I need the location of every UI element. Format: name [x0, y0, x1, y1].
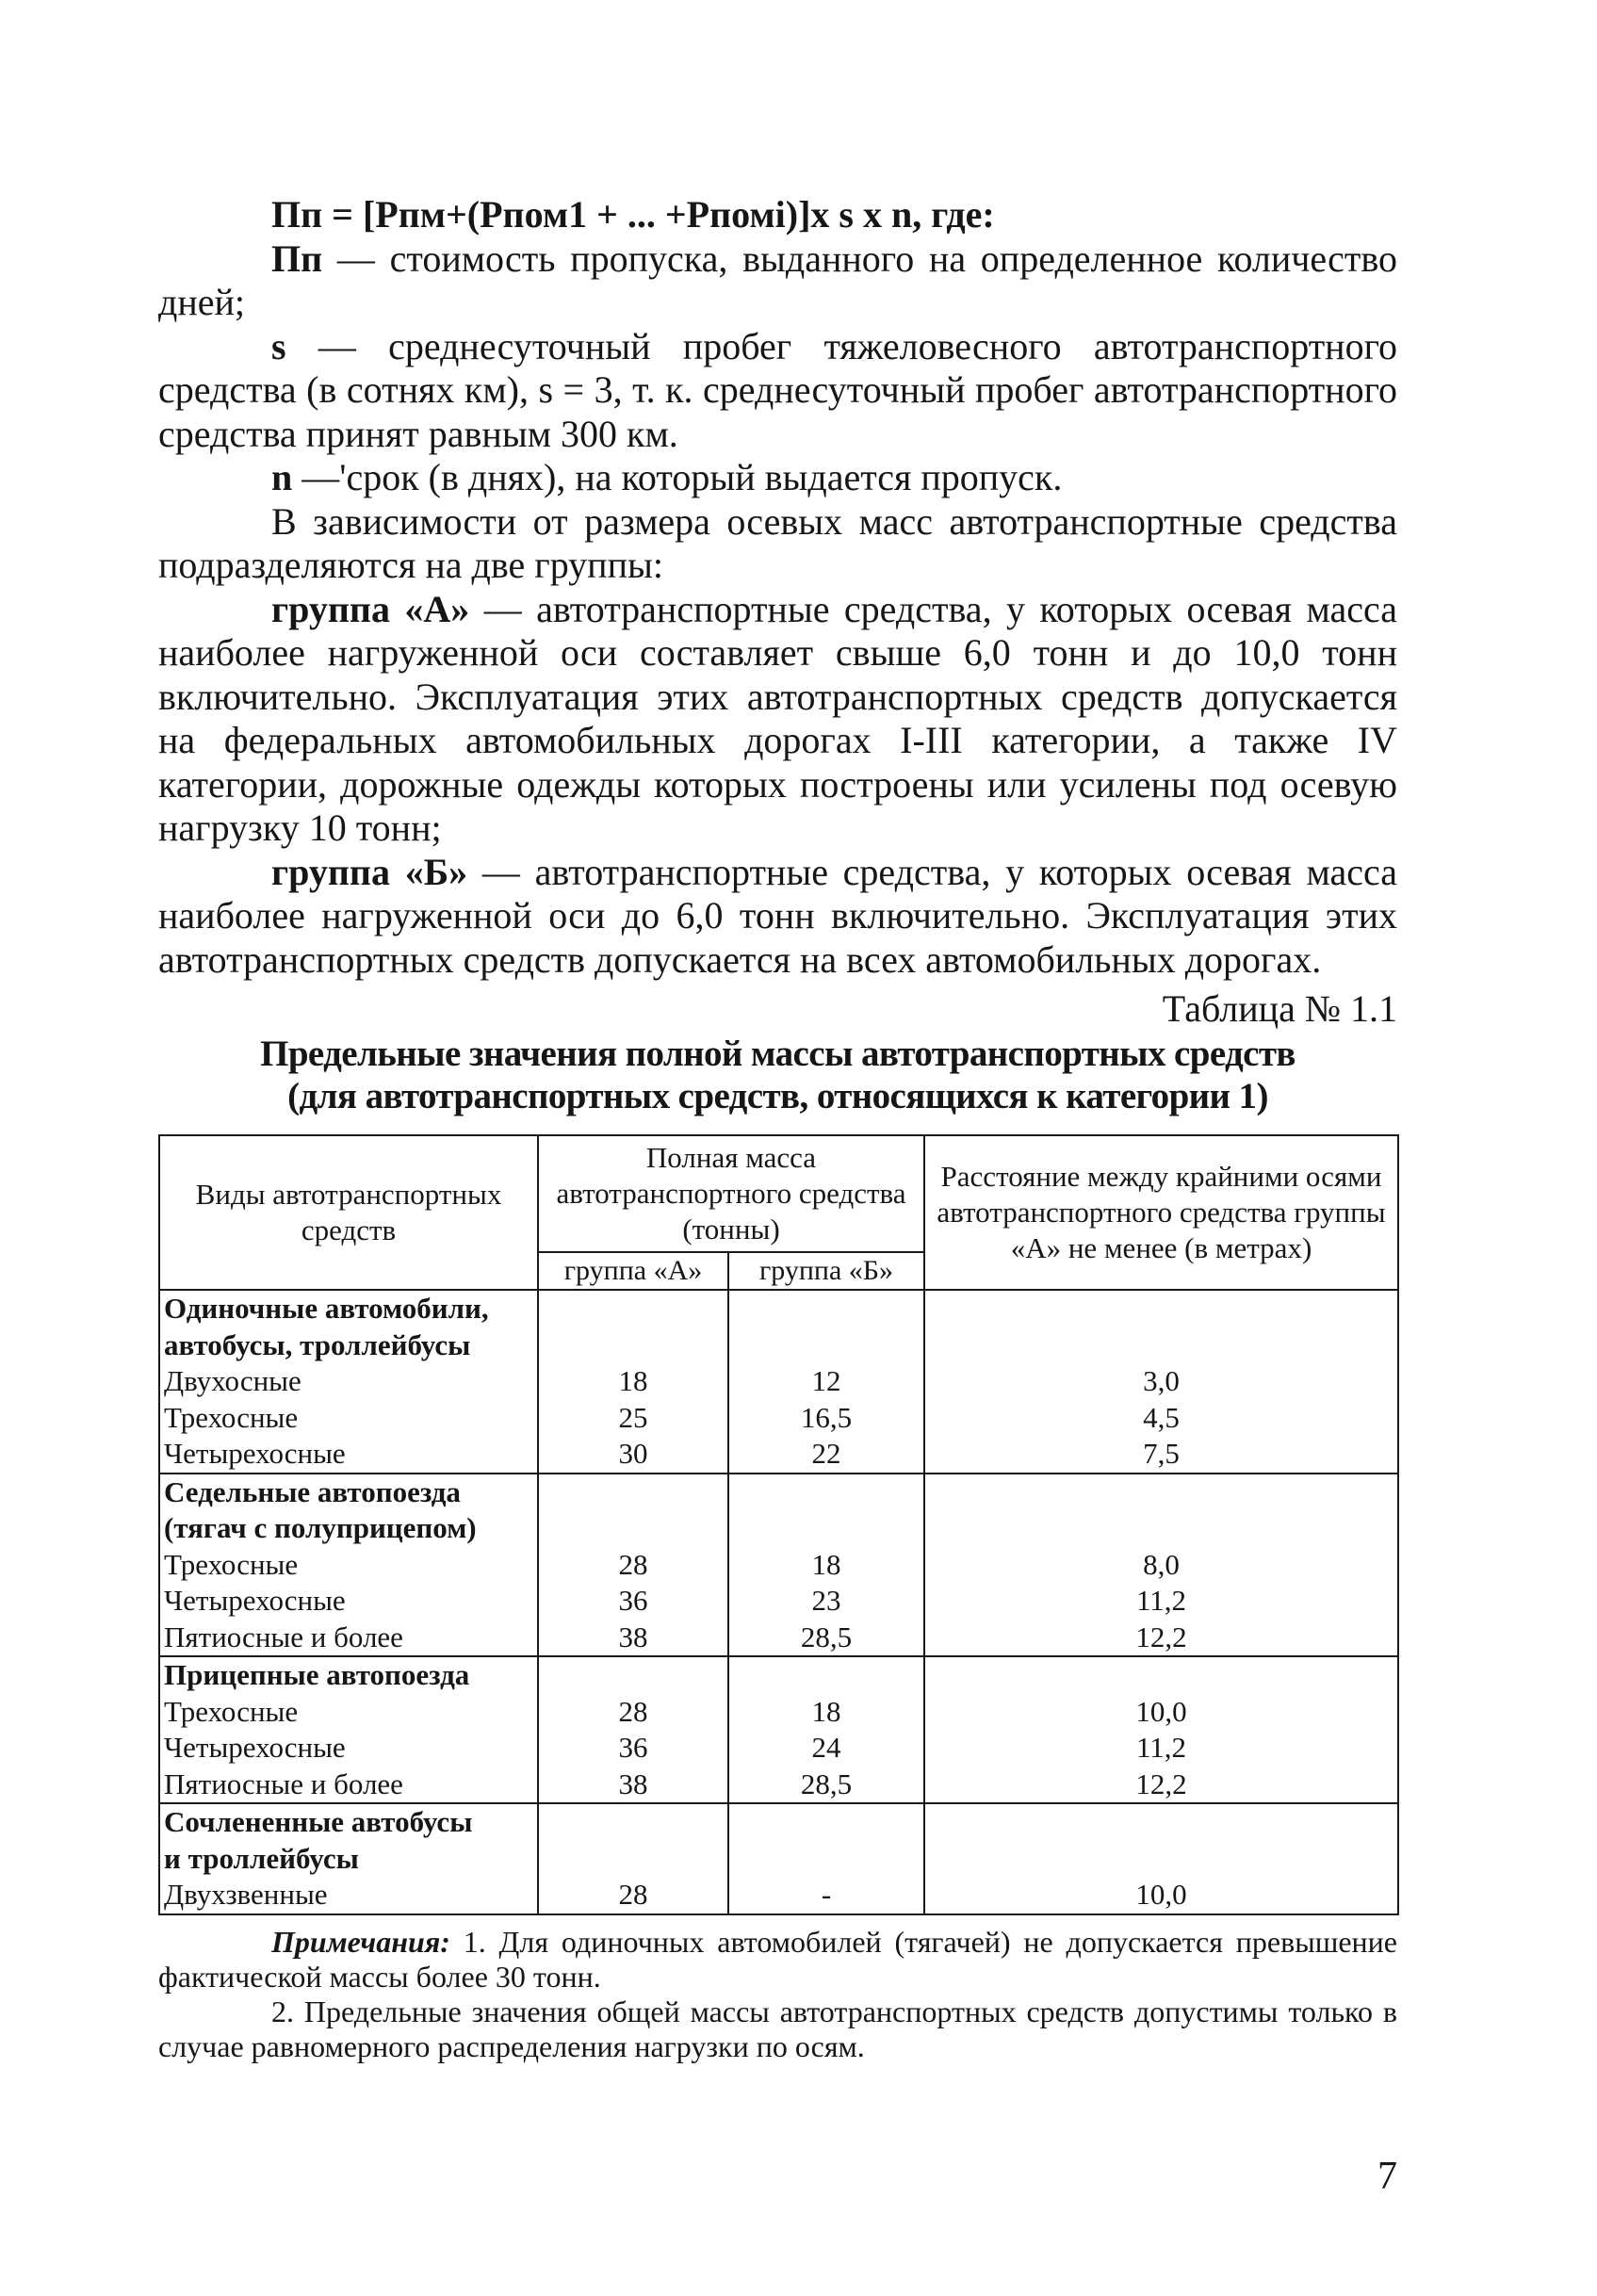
row-value-b: 28,5: [800, 1767, 853, 1800]
table-notes: [158, 1925, 1397, 2064]
group-cell-kinds: [159, 1474, 538, 1657]
row-value-b: 22: [811, 1437, 841, 1470]
document-page: [158, 193, 1397, 2064]
row-value-b: 18: [811, 1547, 841, 1581]
paragraph-pp: [158, 237, 1397, 325]
table-group-row: [159, 1290, 1398, 1474]
term-n: n: [271, 456, 293, 498]
header-kinds: Виды автотранспортных средств: [159, 1135, 538, 1290]
group-title-line: и троллейбусы: [164, 1841, 359, 1875]
group-title-line: автобусы, троллейбусы: [164, 1327, 471, 1361]
row-kind: Двухосные: [164, 1364, 301, 1397]
row-value-b: 16,5: [800, 1400, 853, 1434]
group-cell-distance: [924, 1474, 1398, 1657]
row-value-distance: 4,5: [1143, 1400, 1180, 1434]
header-group-b: группа «Б»: [728, 1252, 924, 1290]
paragraph-group-b: [158, 851, 1397, 983]
table-group-row: [159, 1803, 1398, 1914]
term-group-a: группа «А»: [271, 587, 470, 630]
text-n: —'срок (в днях), на который выдается пропуск.: [292, 456, 1063, 498]
group-title-line: Одиночные автомобили,: [164, 1292, 489, 1325]
mass-limits-table: [158, 1134, 1399, 1915]
page-number: 7: [1377, 2155, 1397, 2198]
group-cell-kinds: [159, 1290, 538, 1474]
text-s: — среднесуточный пробег тяжеловесного автотранспортного средства (в сотнях км), s = 3, т. к. среднесуточный пробег автотранспортного средства принят равным 300 км.: [158, 324, 1397, 455]
row-value-distance: 12,2: [1135, 1767, 1187, 1800]
row-value-distance: 11,2: [1135, 1731, 1187, 1764]
row-value-a: 28: [618, 1547, 648, 1581]
row-kind: Трехосные: [164, 1400, 299, 1434]
group-title-line: Прицепные автопоезда: [164, 1658, 470, 1691]
group-title-line: (тягач с полуприцепом): [164, 1511, 477, 1544]
group-cell-a: [538, 1290, 728, 1474]
row-value-distance: 10,0: [1135, 1878, 1187, 1911]
row-value-distance: 8,0: [1143, 1547, 1180, 1581]
group-cell-b: [728, 1803, 924, 1914]
row-value-b: 18: [811, 1694, 841, 1728]
table-title: [158, 1033, 1397, 1117]
group-title-line: Сочлененные автобусы: [164, 1805, 473, 1838]
row-value-b: -: [821, 1878, 832, 1911]
note-1-text: 1. Для одиночных автомобилей (тягачей) не допускается превышение фактической массы более 30 тонн.: [158, 1924, 1397, 1994]
row-kind: Четырехосные: [164, 1731, 346, 1764]
term-group-b: группа «Б»: [271, 850, 468, 893]
group-cell-b: [728, 1474, 924, 1657]
paragraph-n: [158, 456, 1397, 500]
row-value-distance: 7,5: [1143, 1437, 1180, 1470]
row-value-distance: 11,2: [1135, 1584, 1187, 1617]
row-value-a: 36: [618, 1731, 648, 1764]
row-kind: Трехосные: [164, 1694, 299, 1728]
text-group-a: — автотранспортные средства, у которых осевая масса наиболее нагруженной оси составляет свыше 6,0 тонн и до 10,0 тонн включительно. Эксплуатация этих автотранспортных средств допускается на федеральных автомобильных дорогах I-III категории, а также IV категории, дорожные одежды которых построены или усилены под осевую нагрузку 10 тонн;: [158, 587, 1397, 849]
row-value-a: 28: [618, 1878, 648, 1911]
group-title-line: Седельные автопоезда: [164, 1474, 461, 1508]
row-value-distance: 3,0: [1143, 1364, 1180, 1397]
paragraph-groups-intro: В зависимости от размера осевых масс автотранспортные средства подразделяются на две группы:: [158, 499, 1397, 586]
row-kind: Двухзвенные: [164, 1878, 328, 1911]
row-value-b: 28,5: [800, 1620, 853, 1653]
paragraph-s: [158, 325, 1397, 457]
header-mass: Полная масса автотранспортного средства (тонны): [538, 1135, 924, 1252]
group-cell-b: [728, 1290, 924, 1474]
group-cell-a: [538, 1803, 728, 1914]
header-group-a: группа «А»: [538, 1252, 728, 1290]
row-value-distance: 10,0: [1135, 1694, 1187, 1728]
row-value-a: 36: [618, 1584, 648, 1617]
table-number: Таблица № 1.1: [1162, 987, 1397, 1030]
group-cell-distance: [924, 1656, 1398, 1803]
group-cell-a: [538, 1656, 728, 1803]
note-2: 2. Предельные значения общей массы автотранспортных средств допустимы только в случае равномерного распределения нагрузки по осям.: [158, 1994, 1397, 2063]
term-pp: Пп: [271, 236, 323, 280]
table-title-line-1: Предельные значения полной массы автотранспортных средств: [260, 1034, 1296, 1074]
table-group-row: [159, 1656, 1398, 1803]
row-value-a: 30: [618, 1437, 648, 1470]
row-value-a: 18: [618, 1364, 648, 1397]
formula: Пп = [Рпм+(Рпом1 + ... +Рпомі)]х s х n, где:: [271, 193, 995, 236]
term-s: s: [271, 324, 286, 367]
row-value-a: 38: [618, 1767, 648, 1800]
group-cell-kinds: [159, 1803, 538, 1914]
paragraph-group-a: [158, 588, 1397, 851]
row-value-b: 12: [811, 1364, 841, 1397]
group-cell-a: [538, 1474, 728, 1657]
row-value-b: 23: [811, 1584, 841, 1617]
table-title-line-2: (для автотранспортных средств, относящихся к категории 1): [287, 1076, 1268, 1116]
notes-label: Примечания:: [271, 1924, 450, 1959]
header-distance: Расстояние между крайними осями автотранспортного средства группы «А» не менее (в метрах): [924, 1135, 1398, 1290]
row-value-a: 38: [618, 1620, 648, 1653]
row-kind: Пятиосные и более: [164, 1620, 403, 1653]
group-cell-kinds: [159, 1656, 538, 1803]
row-kind: Четырехосные: [164, 1437, 346, 1470]
group-cell-distance: [924, 1803, 1398, 1914]
text-pp: — стоимость пропуска, выданного на определенное количество дней;: [158, 236, 1397, 323]
row-kind: Пятиосные и более: [164, 1767, 403, 1800]
row-kind: Трехосные: [164, 1547, 299, 1581]
row-value-a: 28: [618, 1694, 648, 1728]
note-1: [158, 1925, 1397, 1995]
text-group-b: — автотранспортные средства, у которых осевая масса наиболее нагруженной оси до 6,0 тонн включительно. Эксплуатация этих автотранспортных средств допускается на всех автомобильных дорогах.: [158, 850, 1398, 981]
group-cell-distance: [924, 1290, 1398, 1474]
row-value-a: 25: [618, 1400, 648, 1434]
table-group-row: [159, 1474, 1398, 1657]
row-kind: Четырехосные: [164, 1584, 346, 1617]
group-cell-b: [728, 1656, 924, 1803]
row-value-distance: 12,2: [1135, 1620, 1187, 1653]
row-value-b: 24: [811, 1731, 841, 1764]
